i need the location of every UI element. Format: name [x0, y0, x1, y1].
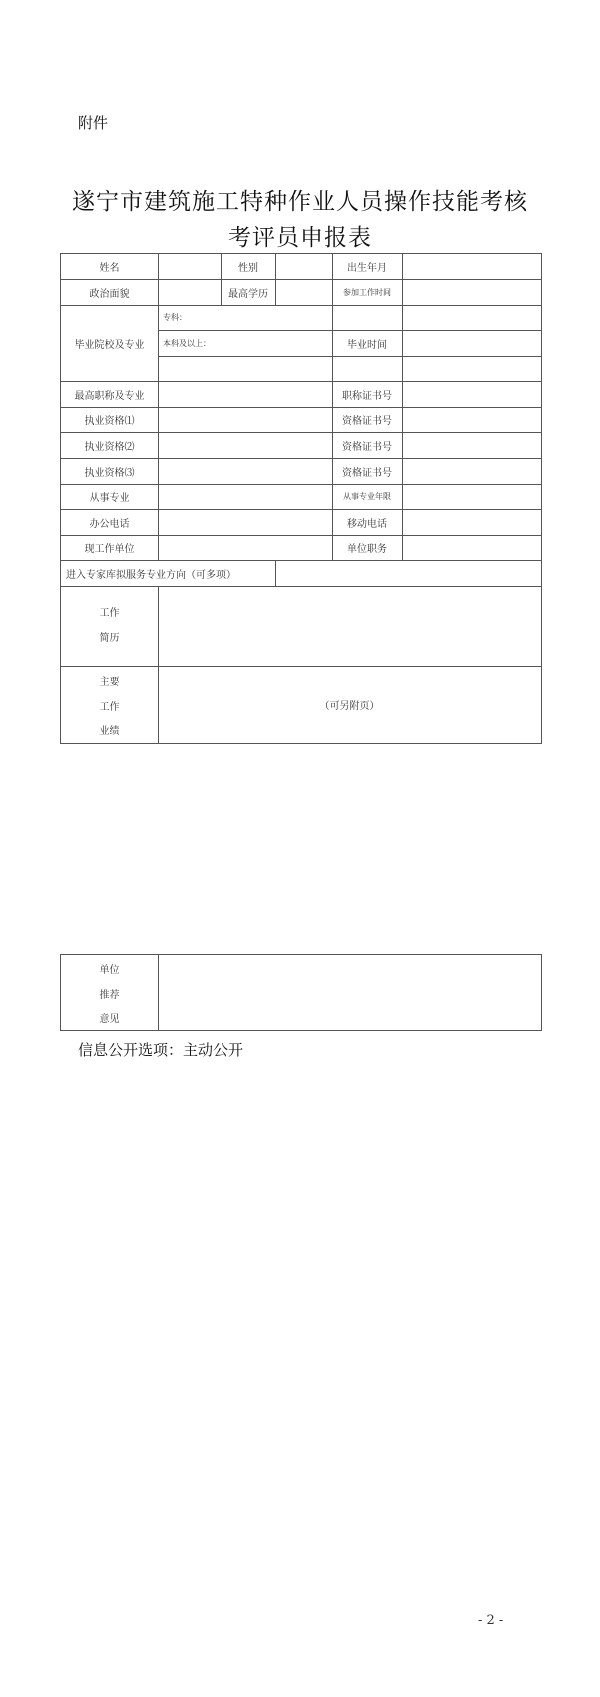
- qual2-label: 执业资格⑵: [84, 441, 135, 453]
- bachelor-above-label[interactable]: 本科及以上：: [163, 338, 211, 348]
- recommend-label-line2: 推荐: [99, 989, 120, 1001]
- qual2-cert-label: 资格证书号: [342, 441, 392, 453]
- qual3-cert-field[interactable]: [402, 458, 541, 484]
- work-start-label: 参加工作时间: [343, 287, 391, 297]
- resume-field[interactable]: [158, 586, 541, 666]
- gender-label: 性别: [238, 263, 258, 274]
- grad-time-field-3[interactable]: [402, 356, 541, 381]
- engaged-major-label: 从事专业: [89, 493, 130, 504]
- qual1-cert-label: 资格证书号: [342, 416, 392, 427]
- education-field[interactable]: [275, 279, 332, 305]
- politics-label: 政治面貌: [89, 288, 130, 300]
- office-phone-label: 办公电话: [89, 518, 130, 530]
- recommendation-table: [60, 954, 542, 1031]
- title-major-field[interactable]: [158, 381, 332, 407]
- work-start-field[interactable]: [402, 279, 541, 305]
- achievements-label-line3: 业绩: [99, 725, 120, 737]
- gender-field[interactable]: [275, 254, 332, 279]
- school-major-label: 毕业院校及专业: [74, 339, 145, 351]
- qual1-label: 执业资格⑴: [84, 416, 135, 427]
- recommend-field[interactable]: [158, 955, 541, 1030]
- attachment-label: 附件: [78, 114, 109, 132]
- qual2-cert-field[interactable]: [402, 432, 541, 458]
- disclosure-note: 信息公开选项：主动公开: [78, 1041, 244, 1059]
- expert-direction-field[interactable]: [275, 560, 541, 586]
- resume-label-line1: 工作: [99, 607, 120, 619]
- name-field[interactable]: [158, 254, 221, 279]
- grad-time-field-2[interactable]: [402, 330, 541, 356]
- page-number: - 2 -: [478, 1613, 504, 1628]
- grad-time-field-1[interactable]: [402, 305, 541, 330]
- politics-field[interactable]: [158, 279, 221, 305]
- title-cert-field[interactable]: [402, 381, 541, 407]
- engaged-years-label: 从事专业年限: [343, 492, 391, 501]
- extra-school-field[interactable]: [158, 356, 332, 381]
- qual1-cert-field[interactable]: [402, 407, 541, 432]
- birth-label: 出生年月: [347, 263, 387, 274]
- grad-time-label: 毕业时间: [347, 339, 387, 351]
- qual3-cert-label: 资格证书号: [342, 467, 392, 479]
- qual2-field[interactable]: [158, 432, 332, 458]
- mobile-phone-label: 移动电话: [347, 518, 387, 530]
- qual3-label: 执业资格⑶: [84, 467, 135, 479]
- current-employer-field[interactable]: [158, 535, 332, 560]
- current-employer-label: 现工作单位: [84, 544, 135, 555]
- expert-direction-label: 进入专家库拟服务专业方向（可多项）: [66, 569, 236, 581]
- junior-college-label[interactable]: 专科：: [163, 313, 187, 322]
- recommend-label-line1: 单位: [99, 964, 120, 976]
- form-title-line1: 遂宁市建筑施工特种作业人员操作技能考核: [72, 189, 528, 215]
- title-cert-label: 职称证书号: [342, 390, 392, 402]
- recommend-label-line3: 意见: [99, 1013, 120, 1025]
- qual1-field[interactable]: [158, 407, 332, 432]
- engaged-major-field[interactable]: [158, 484, 332, 509]
- unit-position-field[interactable]: [402, 535, 541, 560]
- resume-label-line2: 简历: [99, 632, 120, 644]
- unit-position-label: 单位职务: [347, 544, 387, 555]
- application-form-table: [60, 253, 542, 744]
- qual3-field[interactable]: [158, 458, 332, 484]
- achievements-label-line1: 主要: [99, 676, 120, 688]
- office-phone-field[interactable]: [158, 509, 332, 535]
- engaged-years-field[interactable]: [402, 484, 541, 509]
- mobile-phone-field[interactable]: [402, 509, 541, 535]
- education-label: 最高学历: [228, 288, 268, 300]
- form-title-line2: 考评员申报表: [228, 225, 372, 251]
- birth-field[interactable]: [402, 254, 541, 279]
- title-major-label: 最高职称及专业: [74, 390, 145, 402]
- achievements-label-line2: 工作: [99, 701, 120, 713]
- achievements-field[interactable]: （可另附页）: [319, 701, 380, 712]
- name-label: 姓名: [99, 263, 120, 274]
